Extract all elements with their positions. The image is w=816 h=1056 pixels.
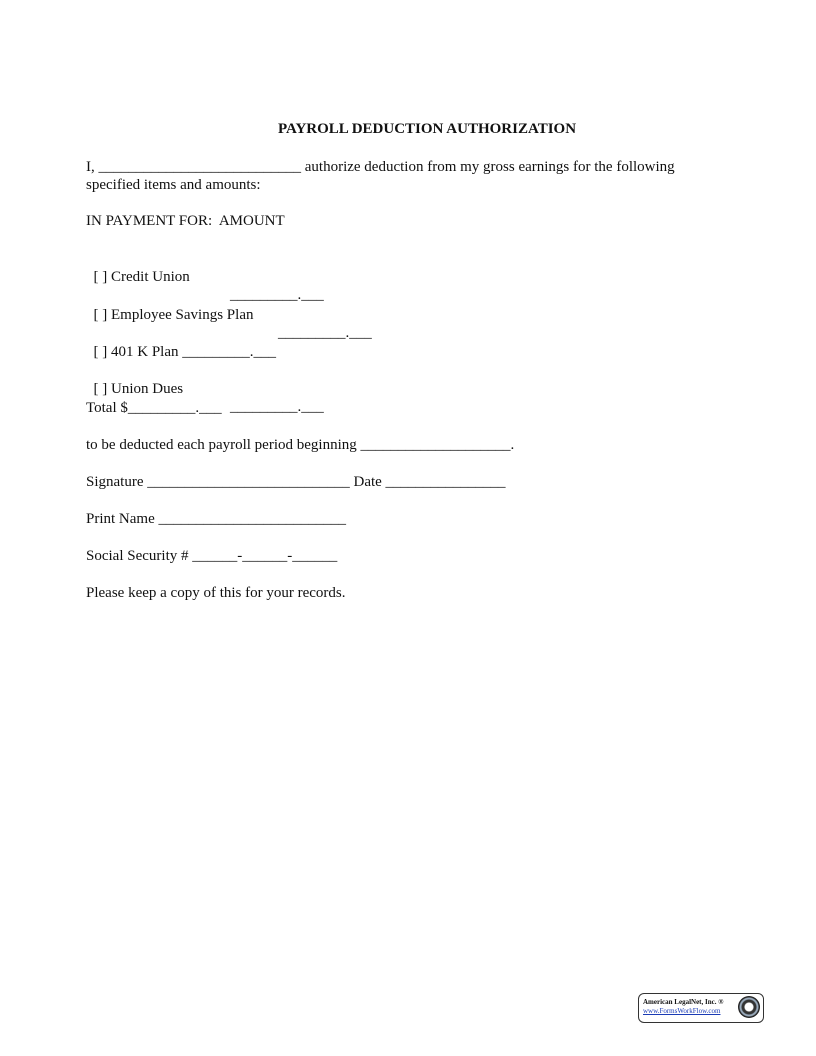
item-label: [ ] Union Dues	[93, 381, 184, 397]
signature-line: Signature ___________________________ Date ________________	[86, 474, 506, 490]
records-note: Please keep a copy of this for your records.	[86, 585, 346, 601]
item-label: [ ] Credit Union	[93, 269, 190, 285]
payment-header: IN PAYMENT FOR: AMOUNT	[86, 213, 285, 229]
form-title: PAYROLL DEDUCTION AUTHORIZATION	[277, 121, 577, 137]
badge-company: American LegalNet, Inc. ®	[643, 998, 724, 1006]
badge-url-link[interactable]: www.FormsWorkFlow.com	[643, 1007, 721, 1015]
total-line: Total $_________.___	[86, 400, 222, 416]
logo-icon	[738, 996, 760, 1018]
item-401k	[86, 325, 276, 361]
item-amount-blank: _________.___	[230, 399, 324, 415]
item-label: [ ] 401 K Plan _________.___	[93, 344, 276, 360]
intro-line-1: I, ___________________________ authorize deduction from my gross earnings for the following	[86, 159, 675, 175]
footer-badge	[638, 993, 764, 1023]
period-line: to be deducted each payroll period beginning ____________________.	[86, 437, 515, 453]
ssn-line: Social Security # ______-______-______	[86, 548, 338, 564]
print-name-line: Print Name _________________________	[86, 511, 346, 527]
item-amount-blank: _________.___	[278, 325, 372, 341]
intro-line-2: specified items and amounts:	[86, 177, 261, 193]
item-label: [ ] Employee Savings Plan	[93, 307, 254, 323]
item-amount-blank: _________.___	[230, 287, 324, 303]
